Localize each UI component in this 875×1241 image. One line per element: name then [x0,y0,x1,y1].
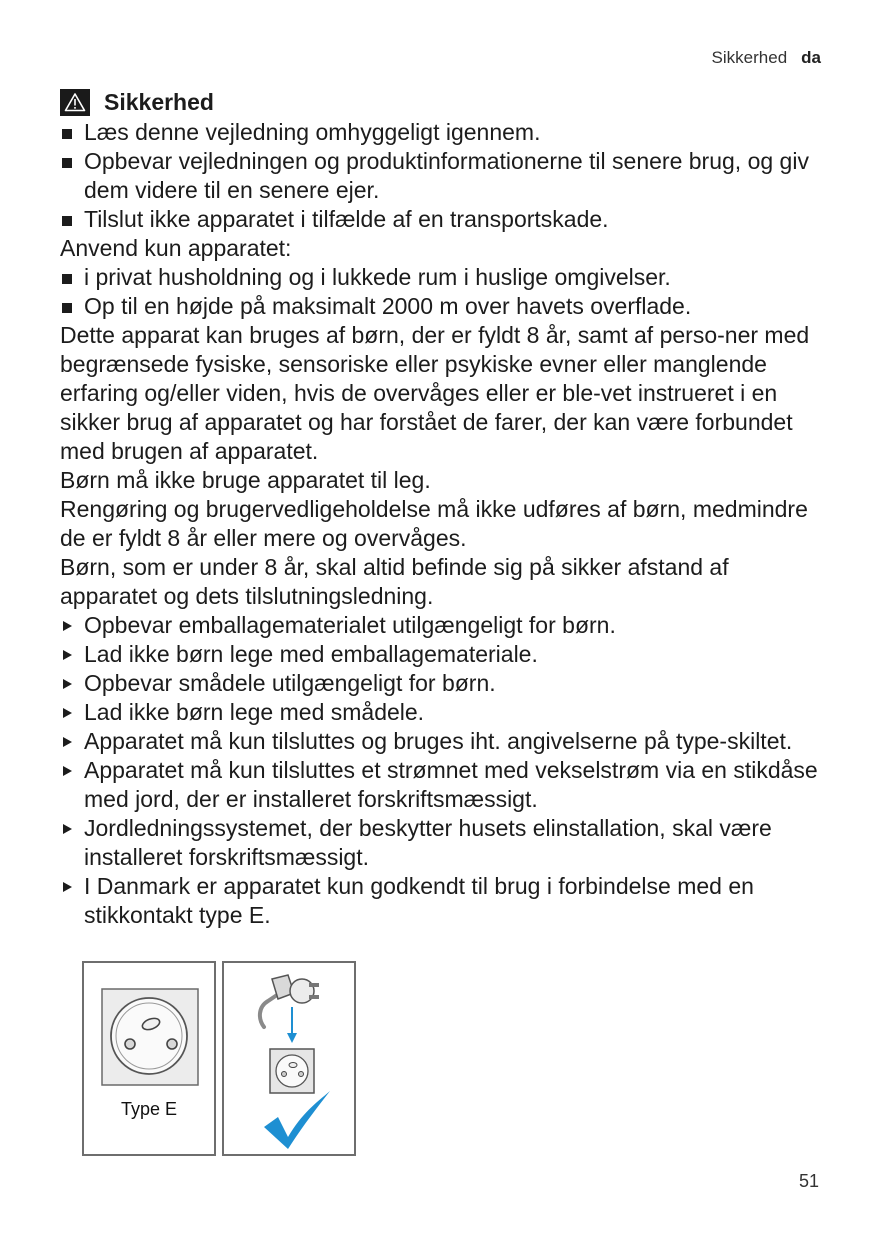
action-item: Jordledningssystemet, der beskytter husets elinstallation, skal være installeret forskriftsmæssigt. [60,814,820,872]
action-item: I Danmark er apparatet kun godkendt til brug i forbindelse med en stikkontakt type E. [60,872,820,930]
section-title [60,86,820,118]
intro-bullet-list [60,118,820,234]
action-item: Apparatet må kun tilsluttes et strømnet med vekselstrøm via en stikdåse med jord, der er installeret forskriftsmæssigt. [60,756,820,814]
figure-caption: Type E [120,1099,178,1119]
paragraph: Rengøring og brugervedligeholdelse må ikke udføres af børn, medmindre de er fyldt 8 år eller mere og overvåges. [60,496,808,551]
plug-into-socket-icon [224,963,354,1154]
paragraph: Børn må ikke bruge apparatet til leg. [60,467,431,493]
header-lang: da [801,48,821,67]
section-title-text: Sikkerhed [104,88,214,115]
action-item: Lad ikke børn lege med emballagemateriale. [60,640,820,669]
action-list [60,611,820,930]
paragraph: Børn, som er under 8 år, skal altid befinde sig på sikker afstand af apparatet og dets tilslutningsledning. [60,554,729,609]
action-item: Opbevar emballagematerialet utilgængeligt for børn. [60,611,820,640]
action-item: Opbevar smådele utilgængeligt for børn. [60,669,820,698]
safety-content [60,86,820,930]
socket-type-e-icon [84,963,214,1093]
page-number: 51 [798,1171,819,1191]
list-item: i privat husholdning og i lukkede rum i huslige omgivelser. [60,263,820,292]
list-item: Opbevar vejledningen og produktinformationerne til senere brug, og giv dem videre til en senere ejer. [60,147,820,205]
list-item: Læs denne vejledning omhyggeligt igennem. [60,118,820,147]
use-bullet-list [60,263,820,321]
paragraph: Dette apparat kan bruges af børn, der er fyldt 8 år, samt af perso-ner med begrænsede fysiske, sensoriske eller psykiske evner eller manglende erfaring og/eller viden, hvis de overvåges eller er ble-vet instrueret i en sikker brug af apparatet og har forstået de farer, der kan være forbundet med brugen af apparatet. [60,322,810,464]
list-item: Tilslut ikke apparatet i tilfælde af en transportskade. [60,205,820,234]
action-item: Lad ikke børn lege med smådele. [60,698,820,727]
socket-figures [82,961,356,1156]
figure-plug-into-socket [222,961,356,1156]
header-section: Sikkerhed [711,48,788,67]
figure-socket-type-e [82,961,216,1156]
running-header [712,48,821,68]
warning-icon [60,89,90,116]
list-item: Op til en højde på maksimalt 2000 m over havets overflade. [60,292,820,321]
action-item: Apparatet må kun tilsluttes og bruges iht. angivelserne på type-skiltet. [60,727,820,756]
use-label: Anvend kun apparatet: [60,235,292,261]
